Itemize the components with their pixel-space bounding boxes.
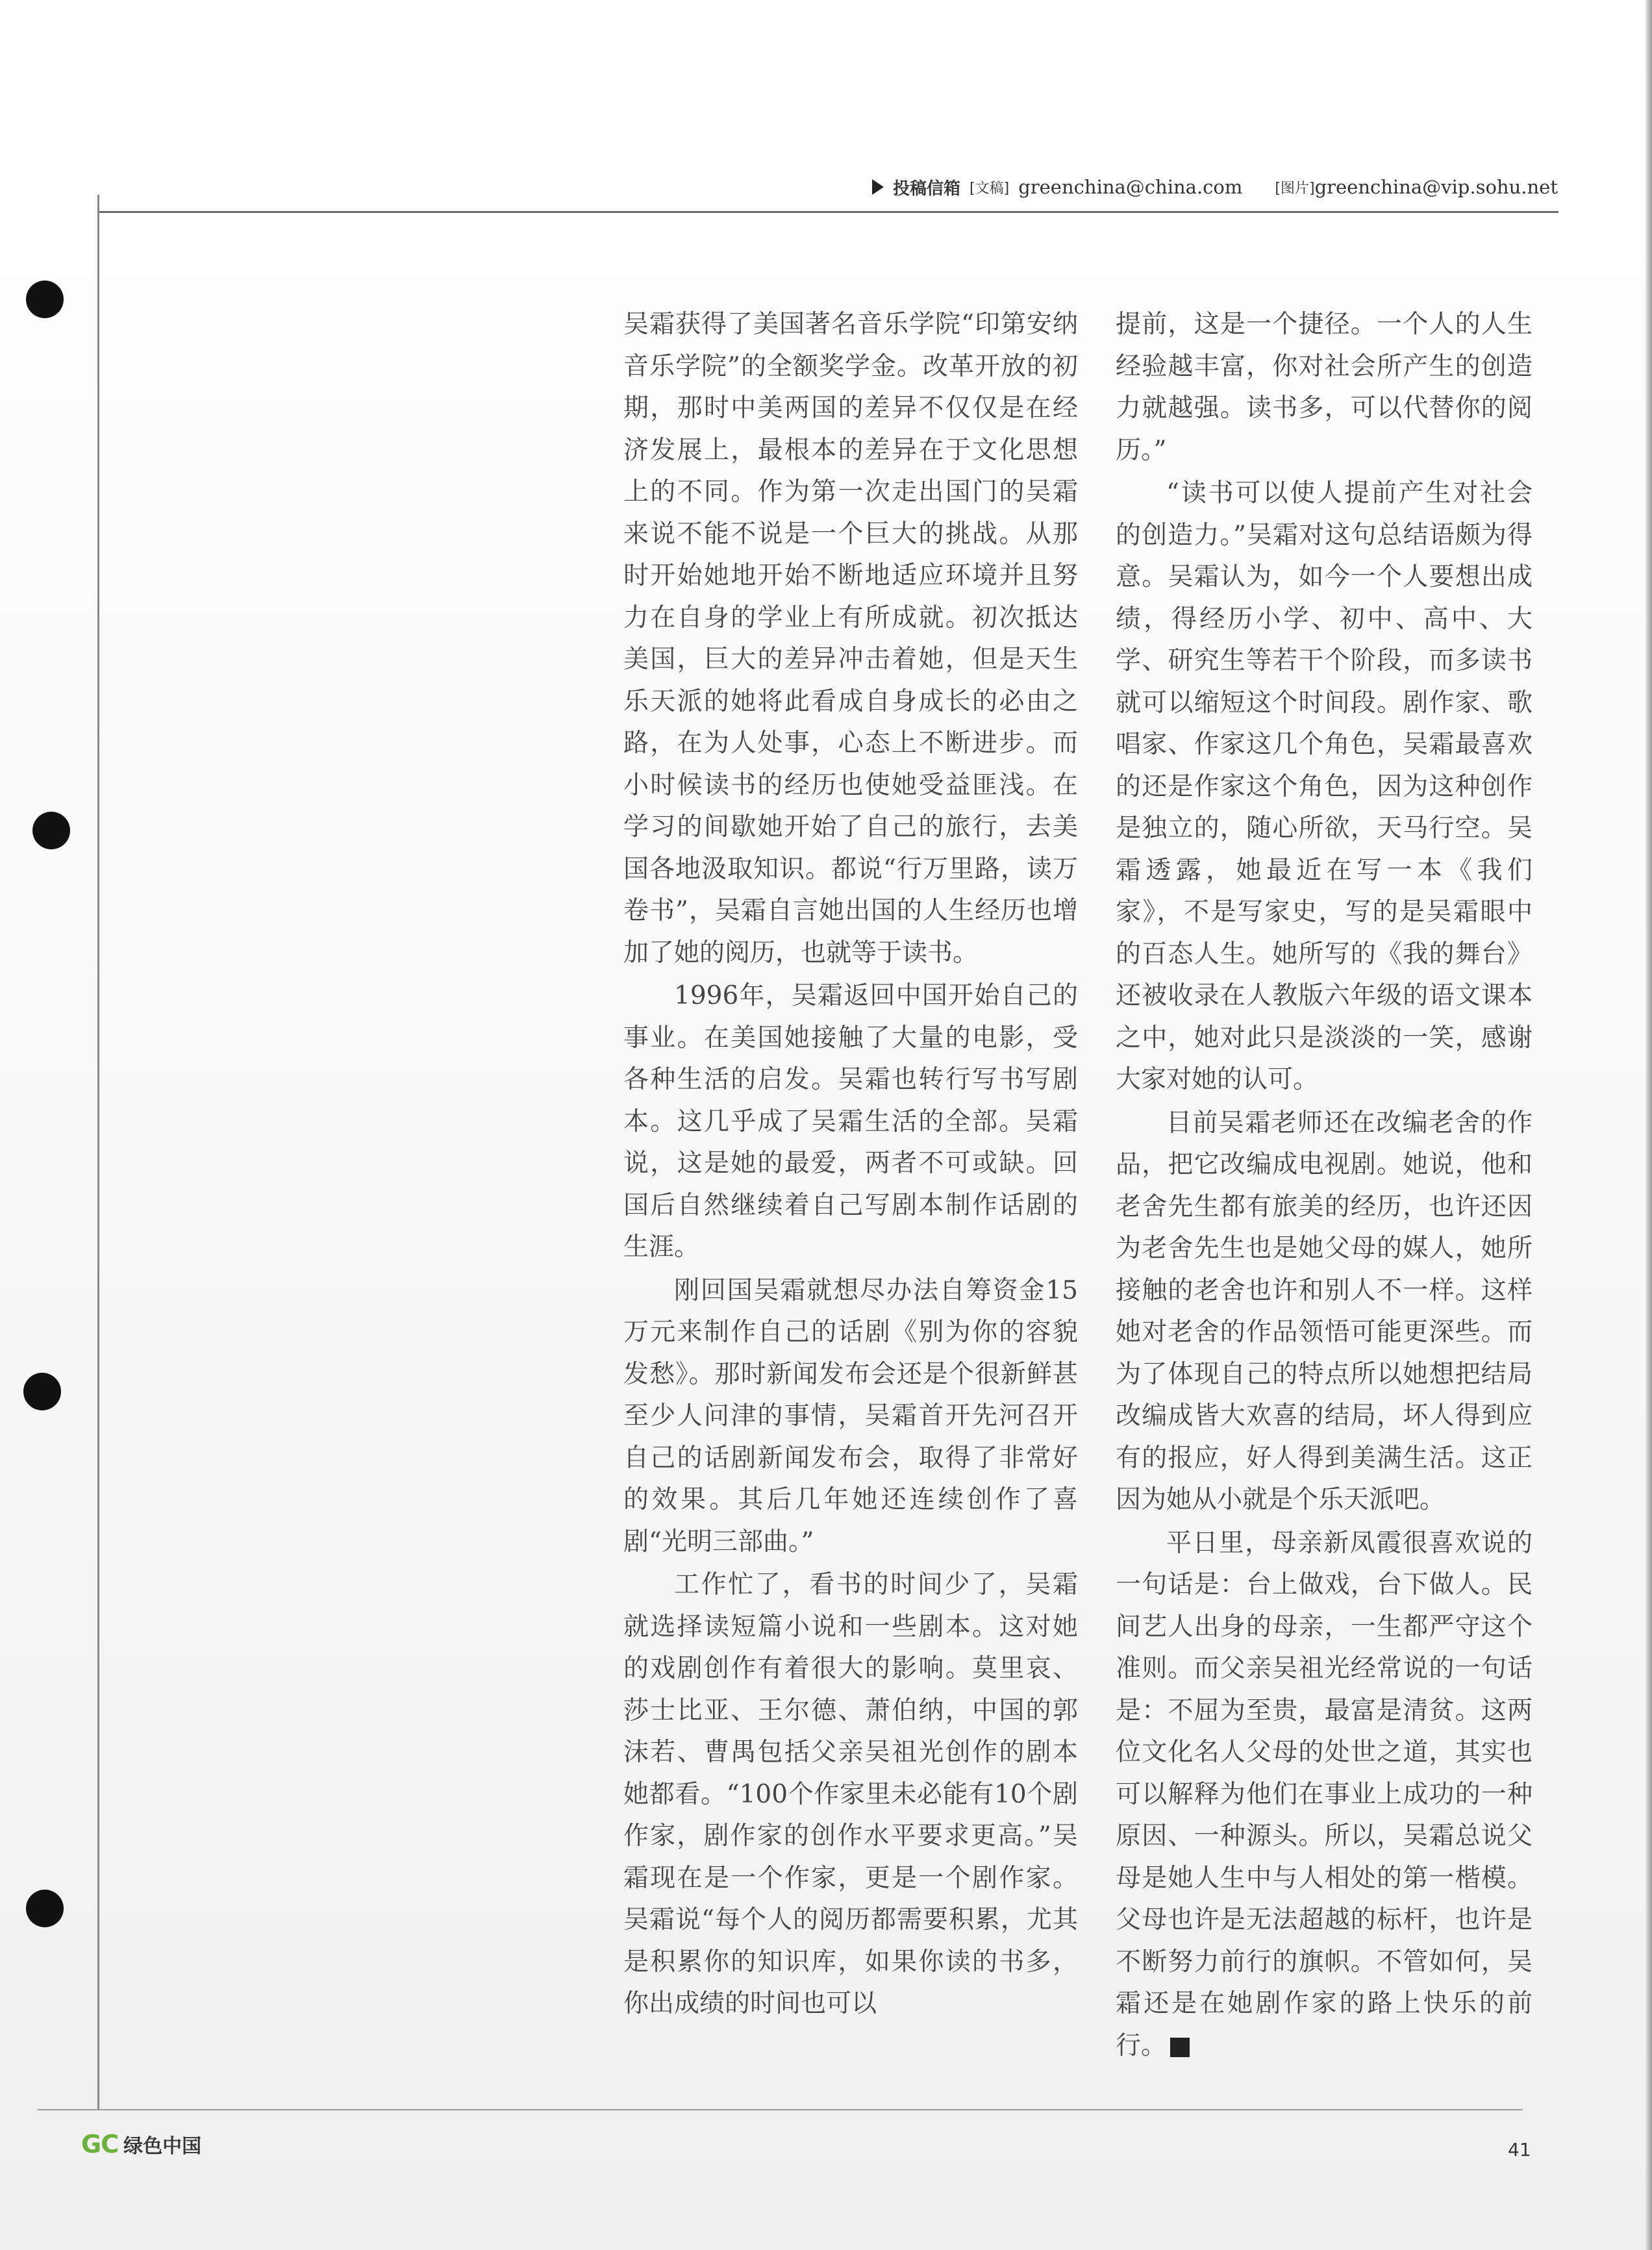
submission-contact	[872, 173, 1558, 201]
paragraph: “读书可以使人提前产生对社会的创造力。”吴霜对这句总结语颇为得意。吴霜认为，如今一个人要想出成绩，得经历小学、初中、高中、大学、研究生等若干个阶段，而多读书就可以缩短这个时间段。剧作家、歌唱家、作家这几个角色，吴霜最喜欢的还是作家这个角色，因为这种创作是独立的，随心所欲，天马行空。吴霜透露，她最近在写一本《我们家》，不是写家史，写的是吴霜眼中的百态人生。她所写的《我的舞台》还被收录在人教版六年级的语文课本之中，她对此只是淡淡的一笑，感谢大家对她的认可。	[1116, 479, 1533, 1094]
image-submission-tag: [图片]	[1275, 180, 1315, 197]
image-submission-email[interactable]: greenchina@vip.sohu.net	[1314, 176, 1558, 198]
magazine-name: 绿色中国	[123, 2135, 202, 2158]
submission-box-label: 投稿信箱	[893, 179, 961, 199]
paragraph: 1996年，吴霜返回中国开始自己的事业。在美国她接触了大量的电影，受各种生活的启发。吴霜也转行写书写剧本。这几乎成了吴霜生活的全部。吴霜说，这是她的最爱，两者不可或缺。回国后自然继续着自己写剧本制作话剧的生涯。	[623, 981, 1078, 1262]
end-of-article-icon	[1170, 2038, 1190, 2057]
arrow-right-icon	[872, 179, 884, 195]
paragraph: 吴霜获得了美国著名音乐学院“印第安纳音乐学院”的全额奖学金。改革开放的初期，那时中美两国的差异不仅仅是在经济发展上，最根本的差异在于文化思想上的不同。作为第一次走出国门的吴霜来说不能不说是一个巨大的挑战。从那时开始她地开始不断地适应环境并且努力在自身的学业上有所成就。初次抵达美国，巨大的差异冲击着她，但是天生乐天派的她将此看成自身成长的必由之路，在为人处事，心态上不断进步。而小时候读书的经历也使她受益匪浅。在学习的间歇她开始了自己的旅行，去美国各地汲取知识。都说“行万里路，读万卷书”，吴霜自言她出国的人生经历也增加了她的阅历，也就等于读书。	[623, 310, 1078, 968]
binder-hole-icon	[26, 281, 64, 318]
header-rule	[97, 211, 1558, 213]
paragraph-final	[1116, 1523, 1533, 2068]
paragraph: 工作忙了，看书的时间少了，吴霜就选择读短篇小说和一些剧本。这对她的戏剧创作有着很大的影响。莫里哀、莎士比亚、王尔德、萧伯纳，中国的郭沫若、曹禺包括父亲吴祖光创作的剧本她都看。“100个作家里未必能有10个剧作家，剧作家的创作水平要求更高。”吴霜现在是一个作家，更是一个剧作家。吴霜说“每个人的阅历都需要积累，尤其是积累你的知识库，如果你读的书多，你出成绩的时间也可以	[623, 1570, 1078, 2018]
article-column-right	[1116, 304, 1533, 2067]
binder-hole-icon	[23, 1373, 61, 1410]
gc-logo-icon: GC	[81, 2130, 119, 2158]
paragraph-text: 平日里，母亲新凤霞很喜欢说的一句话是：台上做戏，台下做人。民间艺人出身的母亲，一生都严守这个准则。而父亲吴祖光经常说的一句话是：不屈为至贵，最富是清贫。这两位文化名人父母的处世之道，其实也可以解释为他们在事业上成功的一种原因、一种源头。所以，吴霜总说父母是她人生中与人相处的第一楷模。父母也许是无法超越的标杆，也许是不断努力前行的旗帜。不管如何，吴霜还是在她剧作家的路上快乐的前行。	[1116, 1528, 1533, 2060]
paragraph: 刚回国吴霜就想尽办法自筹资金15万元来制作自己的话剧《别为你的容貌发愁》。那时新闻发布会还是个很新鲜甚至少人问津的事情，吴霜首开先河召开自己的话剧新闻发布会，取得了非常好的效果。其后几年她还连续创作了喜剧“光明三部曲。”	[623, 1275, 1078, 1556]
footer-rule	[38, 2109, 1523, 2110]
text-submission-email[interactable]: greenchina@china.com	[1018, 176, 1243, 198]
magazine-logo	[81, 2130, 201, 2158]
text-submission-tag: [文稿]	[970, 180, 1010, 197]
binder-hole-icon	[26, 1890, 64, 1927]
article-column-left	[623, 304, 1078, 2025]
binder-hole-icon	[32, 812, 70, 849]
page-edge-shadow	[1646, 0, 1652, 2250]
paragraph: 目前吴霜老师还在改编老舍的作品，把它改编成电视剧。她说，他和老舍先生都有旅美的经历，也许还因为老舍先生也是她父母的媒人，她所接触的老舍也许和别人不一样。这样她对老舍的作品领悟可能更深些。而为了体现自己的特点所以她想把结局改编成皆大欢喜的结局，坏人得到应有的报应，好人得到美满生活。这正因为她从小就是个乐天派吧。	[1116, 1108, 1533, 1514]
paragraph: 提前，这是一个捷径。一个人的人生经验越丰富，你对社会所产生的创造力就越强。读书多，可以代替你的阅历。”	[1116, 310, 1533, 465]
page-number: 41	[1508, 2139, 1531, 2160]
left-margin-rule	[97, 195, 99, 2110]
